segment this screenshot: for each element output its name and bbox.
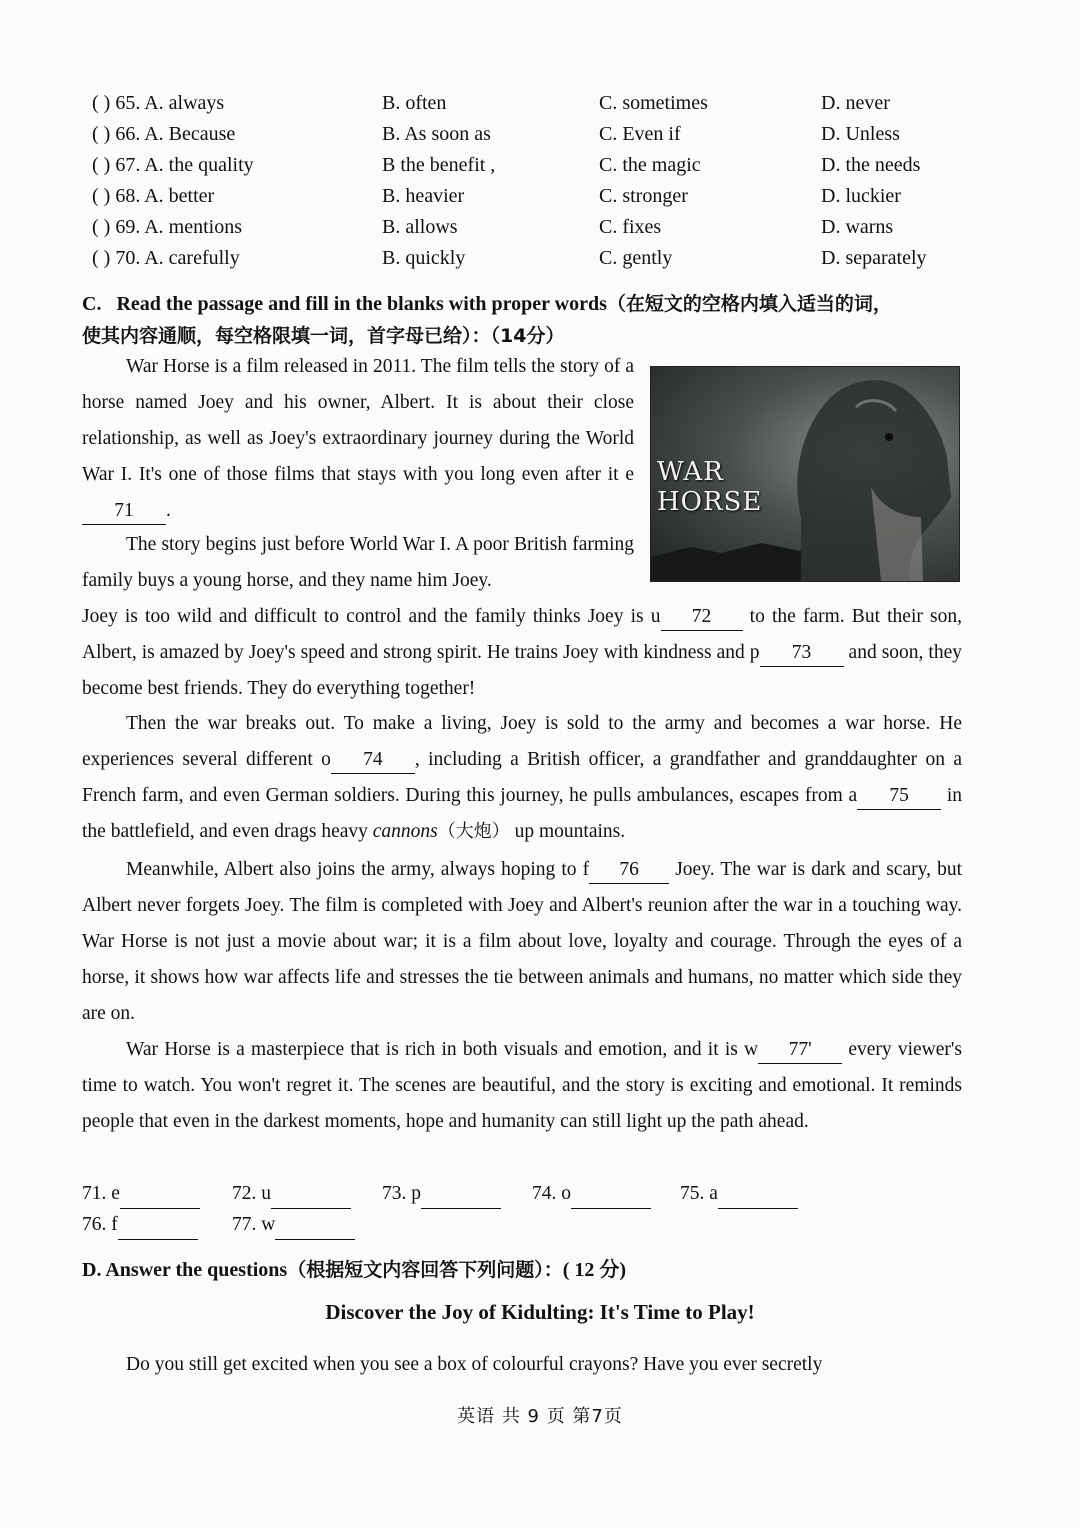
section-label: D. Answer the questions <box>82 1259 288 1281</box>
section-label: C. <box>82 293 102 315</box>
answer-label: 71. e <box>82 1183 120 1204</box>
multiple-choice-list <box>92 88 1012 274</box>
paragraph-text-cn: （大炮） <box>437 821 510 842</box>
paragraph-text: Joey. The war is dark and scary, but Albert never forgets Joey. The film is completed with Joey and Albert's reunion after the war in a touching way. War Horse is not just a movie about war; it is a film about love, loyalty and courage. Through the eyes of a horse, it shows how war affects life and stresses the tie between animals and humans, no matter which side they are on. <box>82 859 962 1024</box>
option-c: C. the magic <box>599 154 701 176</box>
paragraph-text: The story begins just before World War I. A poor British farming family buys a young horse, and they name him Joey. <box>82 534 634 591</box>
answer-label: 74. o <box>532 1183 571 1204</box>
section-instruction-cn-2: 使其内容通顺，每空格限填一词，首字母已给）：（14分） <box>82 325 565 347</box>
answer-row-2 <box>82 1209 962 1240</box>
section-c-heading <box>82 288 982 352</box>
blank-77[interactable]: 77' <box>758 1037 842 1064</box>
answer-label: 75. a <box>680 1183 718 1204</box>
section-instruction-cn: （在短文的空格内填入适当的词， <box>606 293 892 315</box>
mc-row-66 <box>92 119 1012 150</box>
mc-row-68 <box>92 181 1012 212</box>
answer-75[interactable] <box>680 1178 798 1209</box>
option-d: D. separately <box>821 247 927 269</box>
section-instruction-cn: （根据短文内容回答下列问题）： <box>287 1259 563 1281</box>
answer-line[interactable] <box>275 1217 355 1240</box>
answer-sheet <box>82 1178 962 1240</box>
war-horse-poster-image <box>650 366 960 582</box>
passage-paragraph-4 <box>82 852 962 1032</box>
blank-73[interactable]: 73 <box>760 640 844 667</box>
option-d: D. warns <box>821 216 894 238</box>
paragraph-text: to the farm. But their son, Albert, is amazed by Joey's speed and strong spirit. He trains Joey with kindness and p <box>82 606 962 663</box>
option-d: D. the needs <box>821 154 921 176</box>
blank-75[interactable]: 75 <box>857 783 941 810</box>
article-title: Discover the Joy of Kidulting: It's Time to Play! <box>325 1300 755 1324</box>
answer-line[interactable] <box>571 1186 651 1209</box>
passage-paragraph-3 <box>82 706 962 850</box>
answer-line[interactable] <box>421 1186 501 1209</box>
mc-row-67 <box>92 150 1012 181</box>
passage-paragraph-5 <box>82 1032 962 1140</box>
option-c: C. Even if <box>599 123 681 145</box>
section-points: ( 12 分) <box>562 1259 627 1281</box>
answer-line[interactable] <box>718 1186 798 1209</box>
paragraph-text: Meanwhile, Albert also joins the army, always hoping to f <box>126 859 590 880</box>
page-footer: 英语 共 9 页 第7页 <box>457 1406 623 1427</box>
paragraph-text: Joey is too wild and difficult to control and the family thinks Joey is u <box>82 606 661 627</box>
passage-paragraph-1 <box>82 349 634 529</box>
option-b: B. As soon as <box>382 123 491 145</box>
poster-title: WAR HORSE <box>657 457 763 517</box>
answer-label: 73. p <box>382 1183 421 1204</box>
option-c: C. sometimes <box>599 92 708 114</box>
answer-76[interactable] <box>82 1209 198 1240</box>
paragraph-text-italic: cannons <box>372 821 438 842</box>
option-c: C. fixes <box>599 216 662 238</box>
answer-label: 77. w <box>232 1214 276 1235</box>
answer-label: 76. f <box>82 1214 118 1235</box>
paragraph-text: and soon, they become best friends. They do everything together! <box>82 642 962 699</box>
option-a: ( ) 68. A. better <box>92 185 215 207</box>
answer-72[interactable] <box>232 1178 351 1209</box>
mc-row-69 <box>92 212 1012 243</box>
option-a: ( ) 69. A. mentions <box>92 216 242 238</box>
answer-line[interactable] <box>118 1217 198 1240</box>
paragraph-text: up mountains. <box>509 821 626 842</box>
section-d-heading <box>82 1254 982 1286</box>
option-b: B. allows <box>382 216 458 238</box>
option-d: D. never <box>821 92 890 114</box>
option-b: B. heavier <box>382 185 465 207</box>
option-a: ( ) 70. A. carefully <box>92 247 240 269</box>
blank-74[interactable]: 74 <box>331 747 415 774</box>
answer-73[interactable] <box>382 1178 501 1209</box>
passage-paragraph-2-start <box>82 527 634 599</box>
answer-label: 72. u <box>232 1183 271 1204</box>
paragraph-text: War Horse is a masterpiece that is rich in both visuals and emotion, and it is w <box>126 1039 759 1060</box>
option-b: B the benefit , <box>382 154 496 176</box>
mc-row-65 <box>92 88 1012 119</box>
option-b: B. often <box>382 92 447 114</box>
blank-71[interactable]: 71 <box>82 498 166 525</box>
paragraph-text: Then the war breaks out. To make a living, Joey is sold to the army and becomes a war horse. He experiences several different o <box>82 713 962 770</box>
passage-paragraph-2-cont <box>82 599 962 707</box>
answer-line[interactable] <box>120 1186 200 1209</box>
paragraph-text: every viewer's time to watch. You won't regret it. The scenes are beautiful, and the story is exciting and emotional. It reminds people that even in the darkest moments, hope and humanity can still light up the path ahead. <box>82 1039 963 1132</box>
option-a: ( ) 65. A. always <box>92 92 225 114</box>
section-instruction: Read the passage and fill in the blanks with proper words <box>116 293 607 315</box>
option-c: C. gently <box>599 247 673 269</box>
blank-76[interactable]: 76 <box>589 857 669 884</box>
article-paragraph-1: Do you still get excited when you see a box of colourful crayons? Have you ever secretly <box>126 1354 823 1375</box>
paragraph-text: in the battlefield, and even drags heavy <box>82 785 962 842</box>
answer-line[interactable] <box>271 1186 351 1209</box>
paragraph-text: War Horse is a film released in 2011. The film tells the story of a horse named Joey and his owner, Albert. It is about their close relationship, as well as Joey's extraordinary journey during the World War I. It's one of those films that stays with you long even after it e <box>82 356 634 485</box>
option-b: B. quickly <box>382 247 466 269</box>
mc-row-70 <box>92 243 1012 274</box>
option-a: ( ) 66. A. Because <box>92 123 236 145</box>
option-c: C. stronger <box>599 185 688 207</box>
answer-77[interactable] <box>232 1209 355 1240</box>
answer-71[interactable] <box>82 1178 200 1209</box>
answer-row-1 <box>82 1178 962 1209</box>
paragraph-text: , including a British officer, a grandfather and granddaughter on a French farm, and even German soldiers. During this journey, he pulls ambulances, escapes from a <box>82 749 962 806</box>
answer-74[interactable] <box>532 1178 651 1209</box>
option-d: D. luckier <box>821 185 901 207</box>
paragraph-text: . <box>166 500 171 521</box>
option-d: D. Unless <box>821 123 900 145</box>
blank-72[interactable]: 72 <box>661 604 743 631</box>
option-a: ( ) 67. A. the quality <box>92 154 254 176</box>
